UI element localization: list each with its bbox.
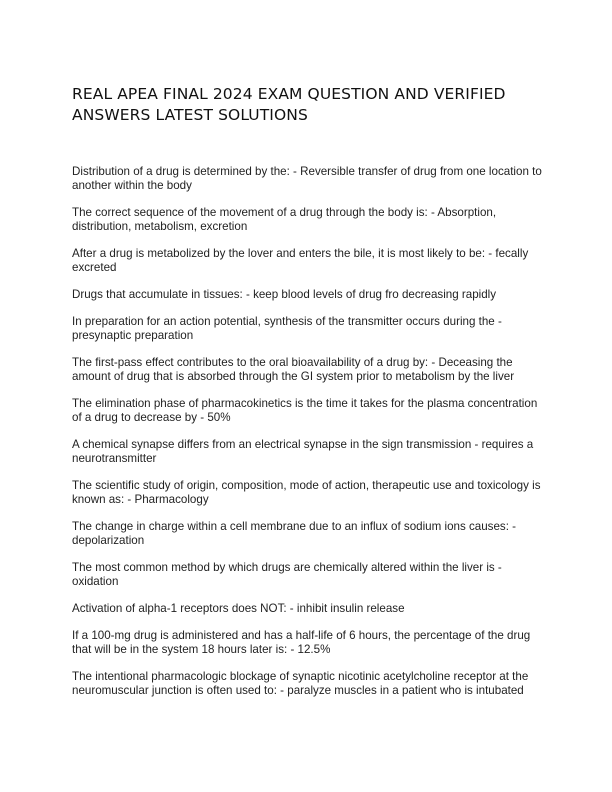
qa-item: The change in charge within a cell membrane due to an influx of sodium ions causes: - depolarization bbox=[72, 520, 517, 547]
qa-item: The scientific study of origin, composition, mode of action, therapeutic use and toxicology is known as: - Pharmacology bbox=[72, 479, 541, 506]
qa-list bbox=[72, 165, 542, 711]
qa-item: The elimination phase of pharmacokinetics is the time it takes for the plasma concentration of a drug to decrease by - 50% bbox=[72, 397, 538, 424]
qa-item: The intentional pharmacologic blockage of synaptic nicotinic acetylcholine receptor at the neuromuscular junction is often used to: - paralyze muscles in a patient who is intubated bbox=[72, 670, 529, 697]
qa-item: After a drug is metabolized by the lover and enters the bile, it is most likely to be: - fecally excreted bbox=[72, 247, 529, 274]
qa-item: The correct sequence of the movement of a drug through the body is: - Absorption, distribution, metabolism, excretion bbox=[72, 206, 497, 233]
qa-item: If a 100-mg drug is administered and has a half-life of 6 hours, the percentage of the drug that will be in the system 18 hours later is: - 12.5% bbox=[72, 629, 531, 656]
qa-item: Distribution of a drug is determined by the: - Reversible transfer of drug from one location to another within the body bbox=[72, 165, 542, 192]
qa-item: Activation of alpha-1 receptors does NOT: - inhibit insulin release bbox=[72, 602, 405, 615]
qa-item: In preparation for an action potential, synthesis of the transmitter occurs during the - presynaptic preparation bbox=[72, 315, 502, 342]
qa-item: The most common method by which drugs are chemically altered within the liver is - oxidation bbox=[72, 561, 502, 588]
qa-item: A chemical synapse differs from an electrical synapse in the sign transmission - requires a neurotransmitter bbox=[72, 438, 534, 465]
qa-item: Drugs that accumulate in tissues: - keep blood levels of drug fro decreasing rapidly bbox=[72, 288, 497, 301]
document-title: REAL APEA FINAL 2024 EXAM QUESTION AND VERIFIED ANSWERS LATEST SOLUTIONS bbox=[72, 85, 506, 124]
qa-item: The first-pass effect contributes to the oral bioavailability of a drug by: - Deceasing the amount of drug that is absorbed through the GI system prior to metabolism by the liver bbox=[72, 356, 515, 383]
